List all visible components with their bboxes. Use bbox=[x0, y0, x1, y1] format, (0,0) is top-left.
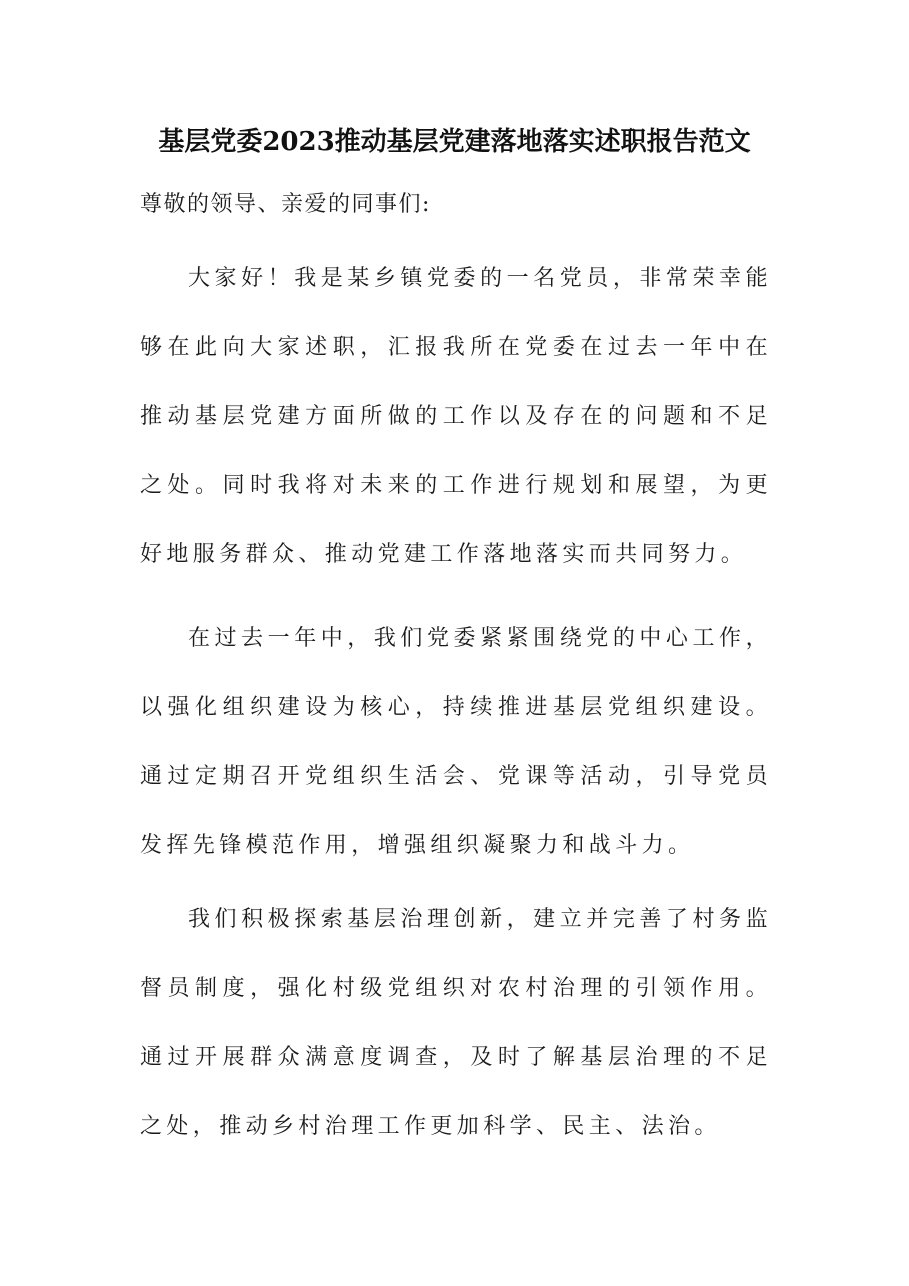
document-title: 基层党委2023推动基层党建落地落实述职报告范文 bbox=[158, 127, 751, 157]
salutation: 尊敬的领导、亲爱的同事们: bbox=[140, 192, 431, 217]
paragraph-governance-innovation: 我们积极探索基层治理创新，建立并完善了村务监督员制度，强化村级党组织对农村治理的引领作用。通过开展群众满意度调查，及时了解基层治理的不足之处，推动乡村治理工作更加科学、民主、法治。 bbox=[140, 907, 772, 1139]
paragraph-intro: 大家好！我是某乡镇党委的一名党员，非常荣幸能够在此向大家述职，汇报我所在党委在过去一年中在推动基层党建方面所做的工作以及存在的问题和不足之处。同时我将对未来的工作进行规划和展望，为更好地服务群众、推动党建工作落地落实而共同努力。 bbox=[140, 266, 772, 567]
paragraph-organization-building: 在过去一年中，我们党委紧紧围绕党的中心工作，以强化组织建设为核心，持续推进基层党组织建设。通过定期召开党组织生活会、党课等活动，引导党员发挥先锋模范作用，增强组织凝聚力和战斗力。 bbox=[140, 626, 772, 858]
